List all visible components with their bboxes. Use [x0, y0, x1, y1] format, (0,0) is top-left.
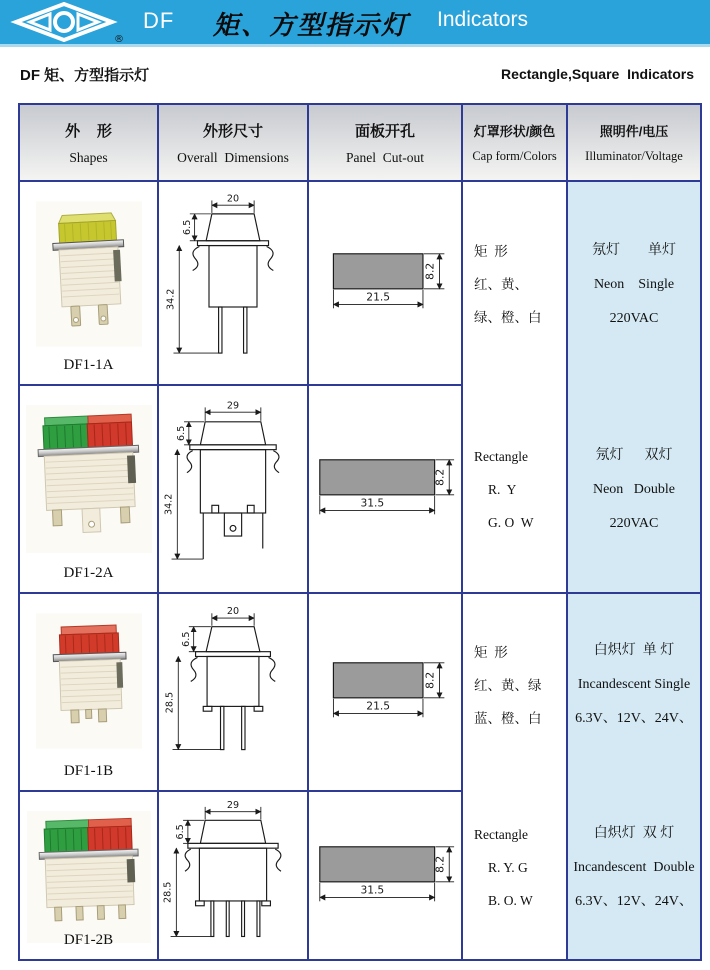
- dimension-drawing-df1-2a: [159, 386, 307, 592]
- model-label: DF1-1A: [63, 357, 114, 373]
- shape-cell-df1-1b: [20, 594, 157, 790]
- brand-logo-icon: [6, 1, 134, 45]
- shape-cell-df1-2a: [20, 386, 157, 592]
- dim-cap-height: 6.5: [176, 425, 188, 441]
- illuminator-line: 220VAC: [609, 515, 659, 531]
- cutout-height: 8.2: [433, 855, 447, 873]
- capform-line: B. O. W: [488, 893, 533, 909]
- header-cn: 照明件/电压: [599, 124, 669, 139]
- product-photo-df1-2a: [25, 404, 153, 554]
- capform-line: 红、黄、: [474, 277, 528, 292]
- model-label: DF1-2A: [63, 565, 114, 581]
- product-photo-df1-1a: [35, 200, 143, 348]
- illuminator-line: Neon Single: [593, 276, 675, 292]
- dimension-drawing-df1-1a: [159, 182, 307, 384]
- dim-top-width: 20: [226, 606, 240, 618]
- illuminator-single-block: [568, 182, 700, 387]
- header-cutout: [309, 105, 461, 180]
- cutout-height: 8.2: [423, 671, 437, 689]
- illuminator-line: Neon Double: [592, 481, 676, 497]
- capform-en-block: [463, 777, 566, 960]
- model-label: DF1-2B: [63, 932, 114, 948]
- capform-line: 红、黄、绿: [474, 677, 542, 693]
- cutout-width: 21.5: [366, 699, 391, 713]
- illuminator-double-block: [568, 777, 700, 960]
- illuminator-line: Incandescent Double: [573, 859, 695, 875]
- capform-cn-block: [463, 182, 566, 387]
- header-shapes: [20, 105, 157, 180]
- cutout-width: 21.5: [366, 290, 391, 304]
- illuminator-line: 白炽灯 单 灯: [593, 643, 675, 659]
- dim-top-width: 20: [226, 193, 240, 205]
- subheader-left: DF 矩、方型指示灯: [20, 67, 150, 84]
- header-en: Illuminator/Voltage: [585, 149, 683, 163]
- capform-line: Rectangle: [474, 449, 528, 464]
- dim-cap-height: 6.5: [181, 219, 193, 235]
- dim-total-height: 28.5: [164, 691, 176, 714]
- header-cn: 外 形: [65, 122, 112, 140]
- header-cn: 外形尺寸: [202, 122, 263, 140]
- topbar: [0, 0, 710, 47]
- cutout-width: 31.5: [360, 496, 385, 510]
- illuminator-line: 氖灯 双灯: [595, 447, 673, 463]
- illuminator-group-neon: [568, 182, 700, 592]
- cutout-width: 31.5: [360, 883, 385, 897]
- brand-code: DF: [143, 8, 175, 33]
- spec-table: [18, 103, 702, 961]
- header-capform: [463, 105, 566, 180]
- capform-line: G. O W: [488, 515, 534, 530]
- cutout-drawing-df1-2a: [309, 386, 461, 592]
- cutout-height: 8.2: [433, 468, 447, 486]
- model-label: DF1-1B: [63, 763, 114, 779]
- dim-total-height: 34.2: [165, 288, 177, 310]
- header-en: Cap form/Colors: [472, 149, 557, 163]
- capform-line: R. Y. G: [488, 860, 528, 876]
- illuminator-group-incandescent: [568, 594, 700, 959]
- dim-cap-height: 6.5: [180, 631, 192, 647]
- illuminator-single-block: [568, 594, 700, 777]
- cutout-height: 8.2: [423, 262, 437, 280]
- product-photo-df1-1b: [35, 612, 143, 750]
- cutout-drawing-df1-1b: [309, 594, 461, 790]
- cutout-drawing-df1-2b: [309, 792, 461, 959]
- dim-total-height: 34.2: [163, 493, 175, 516]
- dimension-drawing-df1-1b: [159, 594, 307, 790]
- dim-cap-height: 6.5: [175, 823, 187, 839]
- header-illuminator: [568, 105, 700, 180]
- capform-line: 矩 形: [474, 244, 508, 259]
- header-en: Overall Dimensions: [177, 149, 289, 165]
- illuminator-line: Incandescent Single: [577, 677, 691, 693]
- registered-mark: ®: [114, 34, 124, 45]
- capform-group-neon: [463, 182, 566, 592]
- shape-cell-df1-2b: [20, 792, 157, 959]
- page-title-en: Indicators: [437, 8, 529, 31]
- header-en: Panel Cut-out: [346, 149, 424, 165]
- illuminator-line: 6.3V、12V、24V、: [575, 711, 693, 727]
- illuminator-line: 白炽灯 双 灯: [593, 825, 675, 841]
- dimension-drawing-df1-2b: [159, 792, 307, 959]
- illuminator-line: 220VAC: [609, 310, 659, 326]
- page-title-cn: 矩、方型指示灯: [213, 10, 410, 40]
- dim-top-width: 29: [226, 400, 240, 412]
- product-photo-df1-2b: [26, 810, 152, 944]
- capform-line: 矩 形: [474, 644, 508, 660]
- capform-en-block: [463, 387, 566, 592]
- header-dimensions: [159, 105, 307, 180]
- header-cn: 灯罩形状/颜色: [473, 124, 556, 139]
- capform-line: 蓝、橙、白: [474, 710, 542, 726]
- dim-top-width: 29: [226, 799, 240, 811]
- illuminator-line: 6.3V、12V、24V、: [575, 893, 693, 909]
- illuminator-double-block: [568, 387, 700, 592]
- dim-total-height: 28.5: [162, 881, 174, 903]
- header-en: Shapes: [69, 149, 108, 165]
- capform-group-incandescent: [463, 594, 566, 959]
- capform-cn-block: [463, 594, 566, 777]
- header-cn: 面板开孔: [354, 122, 415, 140]
- subheader-right: Rectangle,Square Indicators: [501, 66, 694, 82]
- cutout-drawing-df1-1a: [309, 182, 461, 384]
- capform-line: Rectangle: [474, 827, 528, 843]
- shape-cell-df1-1a: [20, 182, 157, 384]
- capform-line: R. Y: [488, 482, 517, 497]
- illuminator-line: 氖灯 单灯: [592, 242, 676, 258]
- capform-line: 绿、橙、白: [474, 310, 542, 325]
